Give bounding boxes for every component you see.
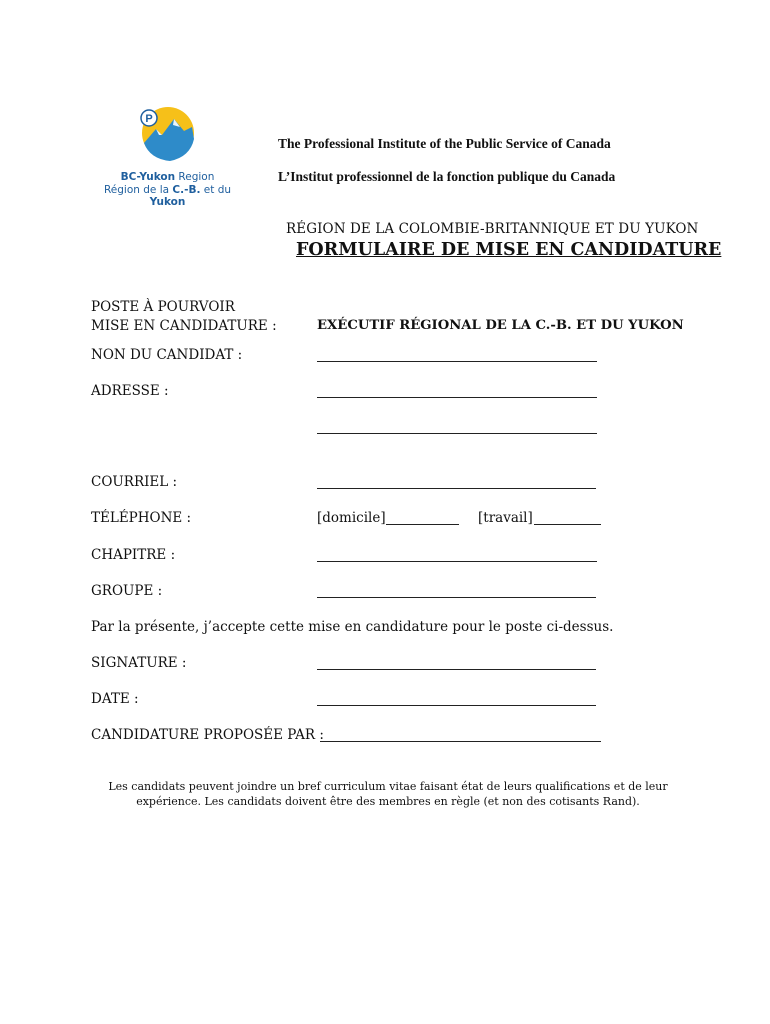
adresse-field-line2[interactable]	[317, 433, 597, 434]
adresse-field-line1[interactable]	[317, 397, 597, 398]
date-field[interactable]	[317, 705, 596, 706]
mise-en-candidature-value: EXÉCUTIF RÉGIONAL DE LA C.-B. ET DU YUKON	[317, 318, 684, 333]
pipsc-logo	[100, 105, 235, 208]
svg-text:P: P	[145, 113, 153, 125]
signature-field[interactable]	[317, 669, 596, 670]
nom-candidat-field[interactable]	[317, 361, 597, 362]
proposee-par-label: CANDIDATURE PROPOSÉE PAR :	[91, 727, 324, 743]
region-heading: RÉGION DE LA COLOMBIE-BRITANNIQUE ET DU YUKON	[286, 221, 699, 237]
telephone-work-field[interactable]	[534, 524, 601, 525]
mise-en-candidature-label: MISE EN CANDIDATURE :	[91, 318, 277, 334]
poste-label: POSTE À POURVOIR	[91, 299, 235, 315]
logo-region-fr: Région de la C.-B. et du Yukon	[103, 184, 232, 208]
logo-region-en: BC-Yukon Region	[120, 171, 215, 183]
nom-candidat-label: NON DU CANDIDAT :	[91, 347, 243, 363]
institute-name-en: The Professional Institute of the Public Service of Canada	[278, 136, 611, 151]
pipsc-logo-mark-icon	[140, 105, 196, 167]
telephone-home-label: [domicile]	[317, 510, 386, 526]
chapitre-field[interactable]	[317, 561, 597, 562]
adresse-label: ADRESSE :	[91, 383, 169, 399]
courriel-field[interactable]	[317, 488, 596, 489]
chapitre-label: CHAPITRE :	[91, 547, 176, 563]
telephone-home-field[interactable]	[386, 524, 459, 525]
form-title: FORMULAIRE DE MISE EN CANDIDATURE	[296, 240, 722, 260]
courriel-label: COURRIEL :	[91, 474, 178, 490]
groupe-field[interactable]	[317, 597, 596, 598]
telephone-work-label: [travail]	[478, 510, 533, 526]
groupe-label: GROUPE :	[91, 583, 163, 599]
acceptance-statement: Par la présente, j’accepte cette mise en candidature pour le poste ci-dessus.	[91, 619, 614, 635]
telephone-label: TÉLÉPHONE :	[91, 510, 192, 526]
date-label: DATE :	[91, 691, 139, 707]
institute-name-fr: L’Institut professionnel de la fonction publique du Canada	[278, 169, 616, 184]
signature-label: SIGNATURE :	[91, 655, 187, 671]
footer-note-line2: expérience. Les candidats doivent être des membres en règle (et non des cotisants Rand).	[136, 795, 640, 808]
footer-note-line1: Les candidats peuvent joindre un bref curriculum vitae faisant état de leurs qualifications et de leur	[108, 780, 668, 793]
proposee-par-field[interactable]	[320, 741, 601, 742]
footer-note	[108, 779, 668, 809]
